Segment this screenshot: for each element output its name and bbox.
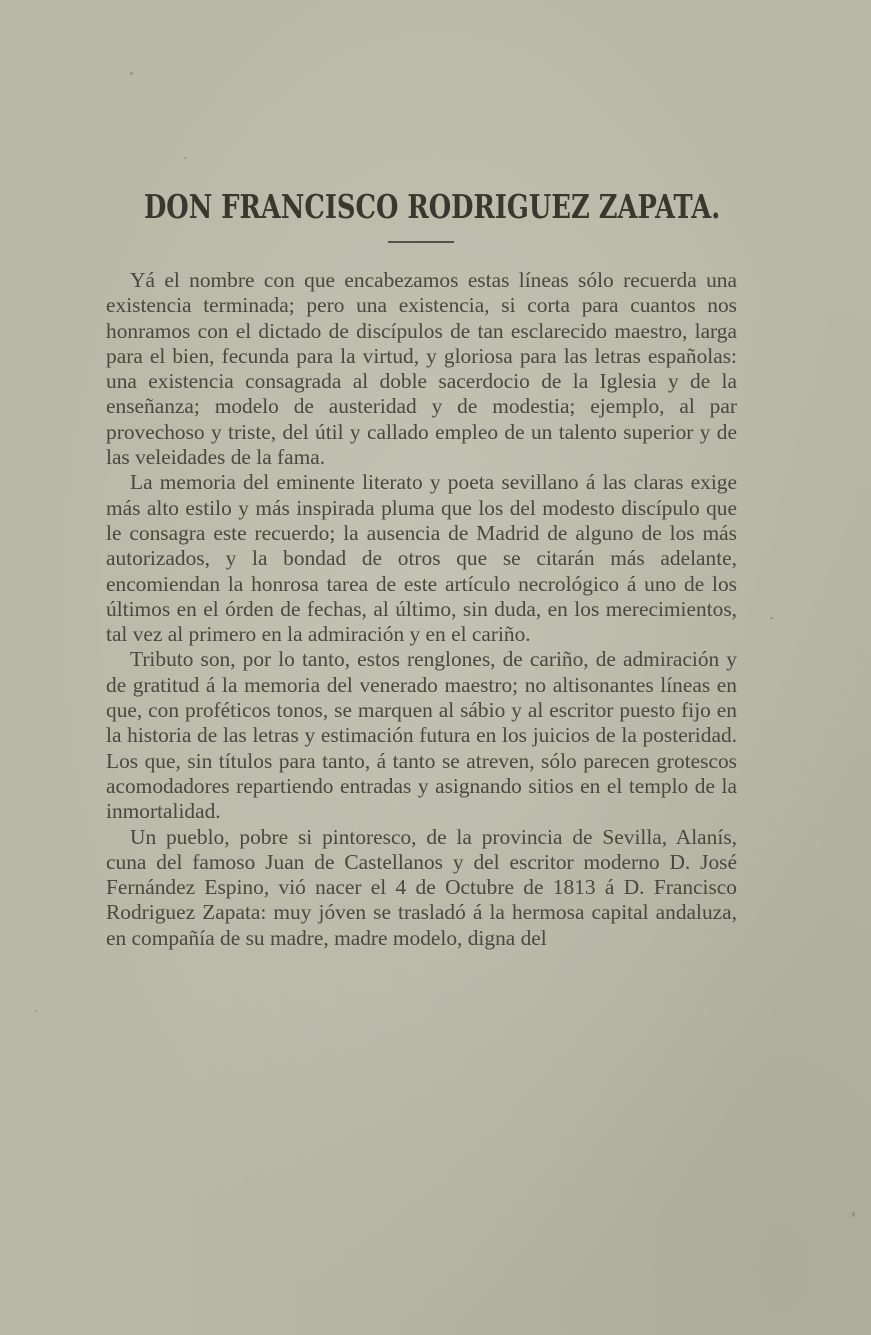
body-text	[106, 268, 737, 951]
page-title: DON FRANCISCO RODRIGUEZ ZAPATA.	[143, 187, 721, 226]
paper-speck	[130, 72, 133, 75]
paper-speck	[35, 1010, 37, 1012]
paper-speck	[184, 157, 186, 159]
paper-speck	[852, 1212, 855, 1217]
paragraph-1: Yá el nombre con que encabezamos estas líneas sólo recuerda una existencia terminada; pero una existencia, si corta para cuantos nos honramos con el dictado de discípulos de tan esclarecido maestro, larga para el bien, fecunda para la virtud, y gloriosa para las letras españolas: una existencia consagrada al doble sacerdocio de la Iglesia y de la enseñanza; modelo de austeridad y de modestia; ejemplo, al par provechoso y triste, del útil y callado empleo de un talento superior y de las veleidades de la fama.	[106, 268, 737, 470]
paragraph-4: Un pueblo, pobre si pintoresco, de la provincia de Sevilla, Alanís, cuna del famoso Juan de Castellanos y del escritor moderno D. José Fernández Espino, vió nacer el 4 de Octubre de 1813 á D. Francisco Rodriguez Zapata: muy jóven se trasladó á la hermosa capital andaluza, en compañía de su madre, madre modelo, digna del	[106, 824, 737, 950]
paragraph-2: La memoria del eminente literato y poeta sevillano á las claras exige más alto estilo y más inspirada pluma que los del modesto discípulo que le consagra este recuerdo; la ausencia de Madrid de alguno de los más autorizados, y la bondad de otros que se citarán más adelante, encomiendan la honrosa tarea de este artículo necrológico á uno de los últimos en el órden de fechas, al último, sin duda, en los merecimientos, tal vez al primero en la admiración y en el cariño.	[106, 470, 737, 647]
paragraph-3: Tributo son, por lo tanto, estos renglones, de cariño, de admiración y de gratitud á la memoria del venerado maestro; no altisonantes líneas en que, con proféticos tonos, se marquen al sábio y al escritor puesto fijo en la historia de las letras y estimación futura en los juicios de la posteridad. Los que, sin títulos para tanto, á tanto se atreven, sólo parecen grotescos acomodadores repartiendo entradas y asignando sitios en el templo de la inmortalidad.	[106, 647, 737, 824]
paper-speck	[770, 617, 773, 619]
title-rule	[388, 241, 454, 243]
